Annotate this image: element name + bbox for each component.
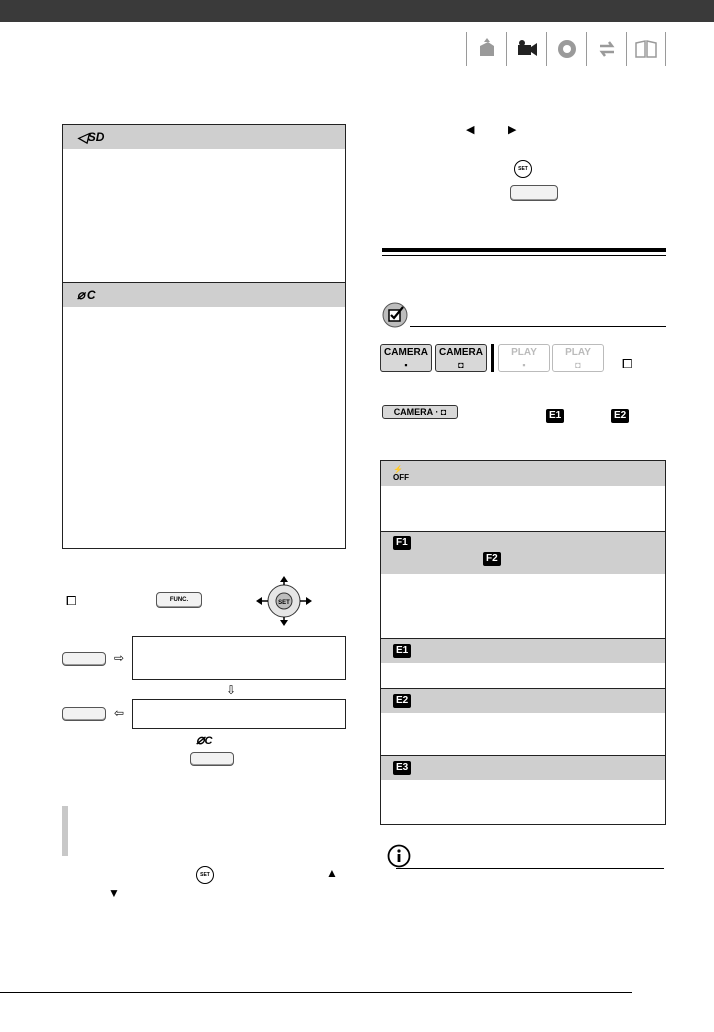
note-rule (396, 868, 664, 869)
e1-badge: E1 (393, 644, 411, 658)
f2-badge: F2 (483, 552, 501, 566)
set-button-icon: SET (514, 160, 532, 178)
page-reference-icon: ⧠ (66, 593, 77, 608)
preset-label: SD (87, 130, 105, 144)
white-balance-preset-icon: ◁ (77, 128, 88, 145)
flash-mode-table (380, 460, 666, 825)
set-button-icon: SET (196, 866, 214, 884)
e3-header (381, 756, 665, 780)
f1-header (381, 532, 665, 574)
custom-white-balance-icon: ⌀ (77, 287, 85, 302)
tab-photo[interactable] (546, 32, 586, 66)
page-reference-icon: ⧠ (622, 356, 633, 371)
checklist-rule (410, 326, 666, 327)
section-marker (62, 806, 68, 856)
tab-introduction[interactable] (466, 32, 506, 66)
down-arrow-icon: ▼ (108, 886, 120, 900)
footer-rule (0, 992, 632, 993)
mode-separator (491, 344, 494, 372)
header-bar (0, 0, 714, 22)
photo-icon (554, 36, 580, 62)
flow-box-1 (132, 636, 346, 680)
flash-off-icon: ⚡ OFF (393, 464, 409, 482)
menu-button[interactable] (510, 185, 558, 201)
mode-play-movie: PLAY ▪ (498, 344, 550, 372)
mode-camera-movie: CAMERA ▪ (380, 344, 432, 372)
tab-movie[interactable] (506, 32, 546, 66)
effect-badge-e2: E2 (611, 405, 629, 423)
right-arrow-icon: ▶ (508, 124, 517, 136)
tab-external[interactable] (586, 32, 626, 66)
arrow-down-icon: ⇩ (226, 683, 237, 697)
custom-label: C (86, 288, 96, 302)
arrow-right-icon: ⇨ (114, 651, 125, 665)
f1-badge: F1 (393, 536, 411, 550)
flow-button-2[interactable] (62, 707, 106, 721)
introduction-icon (474, 36, 500, 62)
custom-white-balance-icon: ⌀C (196, 731, 213, 747)
e2-badge: E2 (393, 694, 411, 708)
e3-badge: E3 (393, 761, 411, 775)
external-connections-icon (594, 36, 620, 62)
left-arrow-icon: ◀ (466, 124, 475, 136)
movie-camera-icon (514, 36, 540, 62)
arrow-left-icon: ⇦ (114, 706, 125, 720)
e2-header (381, 689, 665, 713)
section-rule-thin (382, 255, 666, 256)
joystick-icon (254, 574, 314, 628)
custom-white-balance-header (63, 283, 345, 307)
section-tabs (466, 32, 670, 66)
flow-box-2 (132, 699, 346, 729)
info-icon (387, 844, 411, 868)
tab-additional-info[interactable] (626, 32, 666, 66)
flash-off-header (381, 461, 665, 486)
mode-camera-photo-badge: CAMERA · ◘ (382, 405, 458, 419)
checklist-icon (382, 302, 408, 328)
mode-play-photo: PLAY ◘ (552, 344, 604, 372)
section-rule-thick (382, 248, 666, 252)
func-button[interactable]: FUNC. (156, 592, 202, 608)
flow-button-1[interactable] (62, 652, 106, 666)
menu-button[interactable] (190, 752, 234, 766)
preset-white-balance-header (63, 125, 345, 149)
e1-header (381, 639, 665, 663)
effect-badge-e1: E1 (546, 405, 564, 423)
svg-text:SET: SET (278, 600, 290, 606)
mode-camera-photo: CAMERA ◘ (435, 344, 487, 372)
up-arrow-icon: ▲ (326, 866, 338, 880)
white-balance-table (62, 124, 346, 549)
book-icon (633, 36, 659, 62)
